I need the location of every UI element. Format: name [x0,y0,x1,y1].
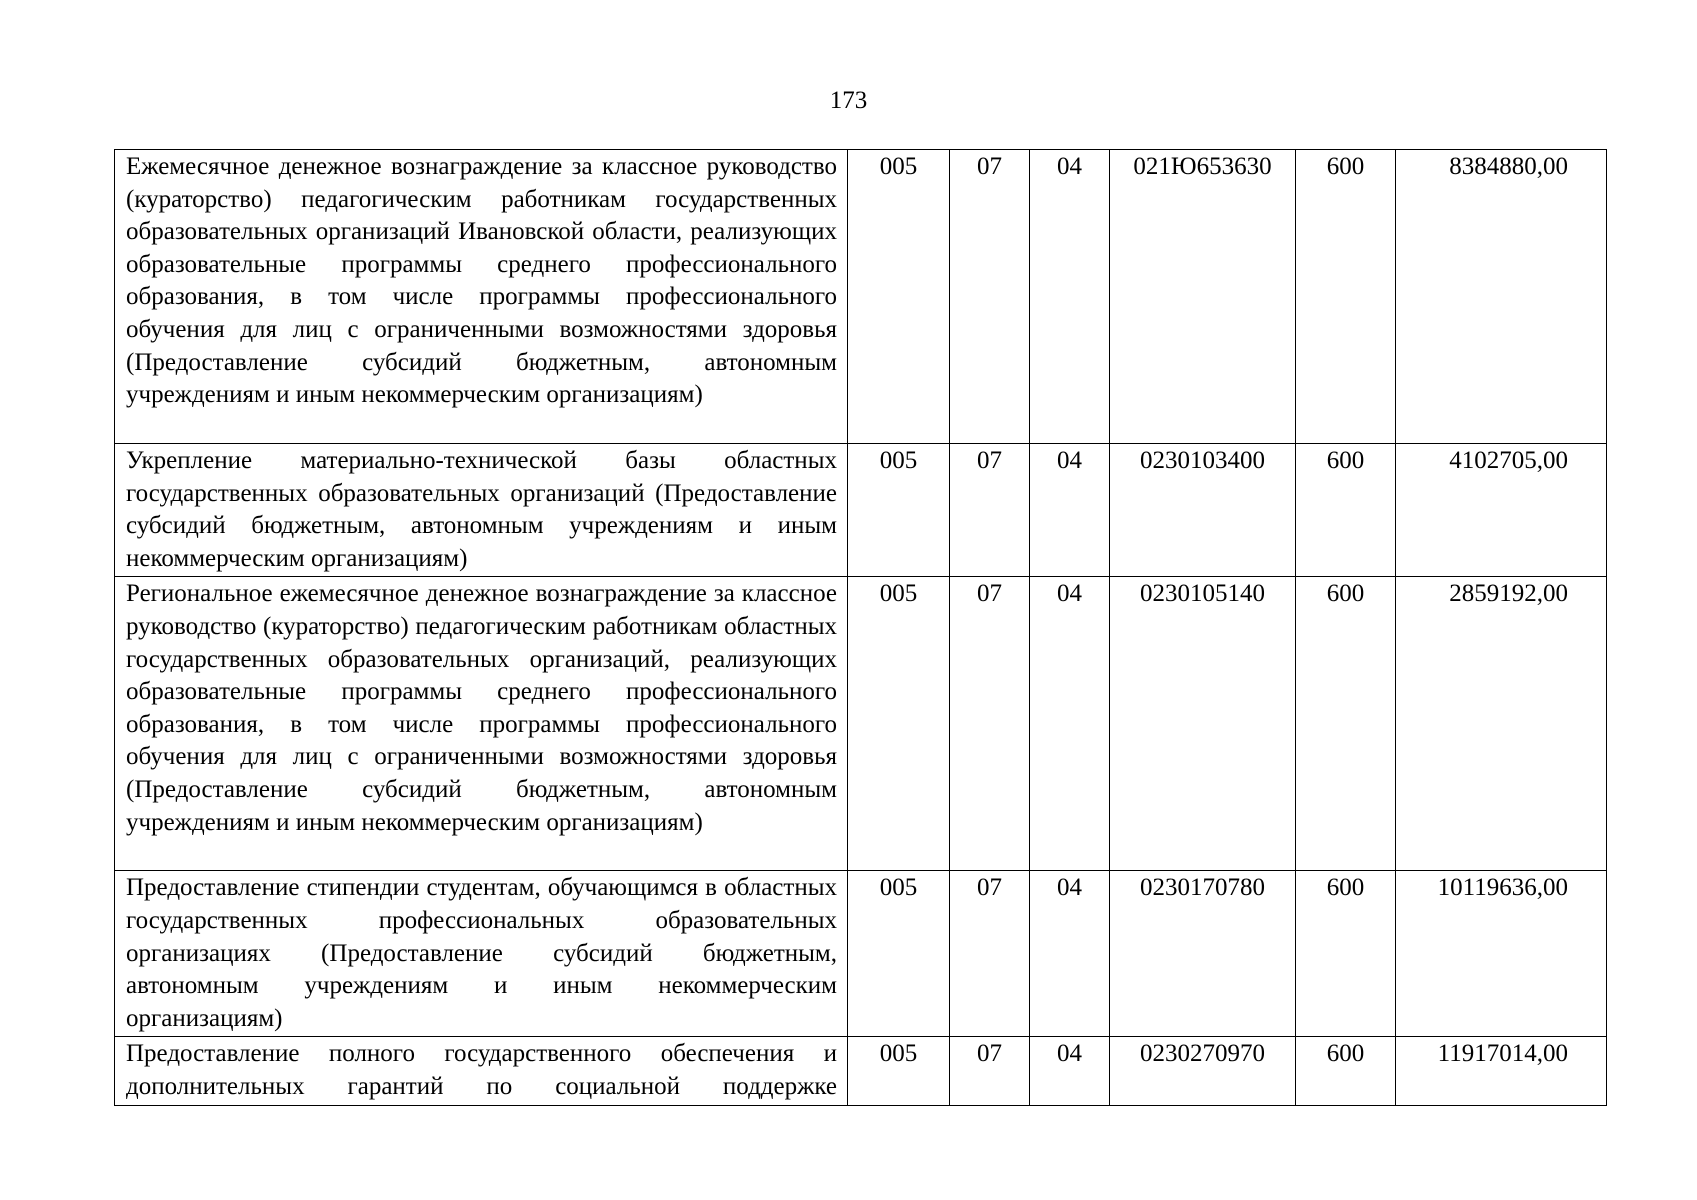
target-item-code: 0230103400 [1110,444,1296,577]
expense-type-code: 600 [1296,871,1396,1037]
amount: 11917014,00 [1396,1037,1607,1105]
subsection-code: 04 [1030,577,1110,871]
amount: 10119636,00 [1396,871,1607,1037]
amount: 4102705,00 [1396,444,1607,577]
target-item-code: 0230170780 [1110,871,1296,1037]
table-row [115,871,1607,1037]
target-item-code: 0230105140 [1110,577,1296,871]
amount: 8384880,00 [1396,150,1607,444]
row-description: Предоставление стипендии студентам, обучающимся в областных государственных профессиональных образовательных организациях (Предоставление субсидий бюджетным, автономным учреждениям и иным некоммерческим организациям) [115,871,848,1037]
section-code: 07 [950,444,1030,577]
expense-type-code: 600 [1296,1037,1396,1105]
section-code: 07 [950,1037,1030,1105]
section-code: 07 [950,150,1030,444]
table-row [115,1037,1607,1105]
subsection-code: 04 [1030,150,1110,444]
table-row [115,444,1607,577]
ministry-code: 005 [848,150,950,444]
subsection-code: 04 [1030,444,1110,577]
page-number: 173 [829,87,868,114]
subsection-code: 04 [1030,1037,1110,1105]
expense-type-code: 600 [1296,150,1396,444]
row-description: Ежемесячное денежное вознаграждение за классное руководство (кураторство) педагогическим работникам государственных образовательных организаций Ивановской области, реализующих образовательные программы среднего профессионального образования, в том числе программы профессионального обучения для лиц с ограниченными возможностями здоровья (Предоставление субсидий бюджетным, автономным учреждениям и иным некоммерческим организациям) [115,150,848,444]
section-code: 07 [950,871,1030,1037]
subsection-code: 04 [1030,871,1110,1037]
target-item-code: 021Ю653630 [1110,150,1296,444]
budget-table [114,149,1607,1106]
ministry-code: 005 [848,577,950,871]
row-description: Региональное ежемесячное денежное вознаграждение за классное руководство (кураторство) педагогическим работникам областных государственных образовательных организаций, реализующих образовательные программы среднего профессионального образования, в том числе программы профессионального обучения для лиц с ограниченными возможностями здоровья (Предоставление субсидий бюджетным, автономным учреждениям и иным некоммерческим организациям) [115,577,848,871]
ministry-code: 005 [848,444,950,577]
section-code: 07 [950,577,1030,871]
expense-type-code: 600 [1296,444,1396,577]
row-description: Укрепление материально-технической базы областных государственных образовательных организаций (Предоставление субсидий бюджетным, автономным учреждениям и иным некоммерческим организациям) [115,444,848,577]
ministry-code: 005 [848,1037,950,1105]
expense-type-code: 600 [1296,577,1396,871]
amount: 2859192,00 [1396,577,1607,871]
table-row [115,577,1607,871]
row-description: Предоставление полного государственного обеспечения и дополнительных гарантий по социальной поддержке [115,1037,848,1105]
ministry-code: 005 [848,871,950,1037]
table-row [115,150,1607,444]
target-item-code: 0230270970 [1110,1037,1296,1105]
